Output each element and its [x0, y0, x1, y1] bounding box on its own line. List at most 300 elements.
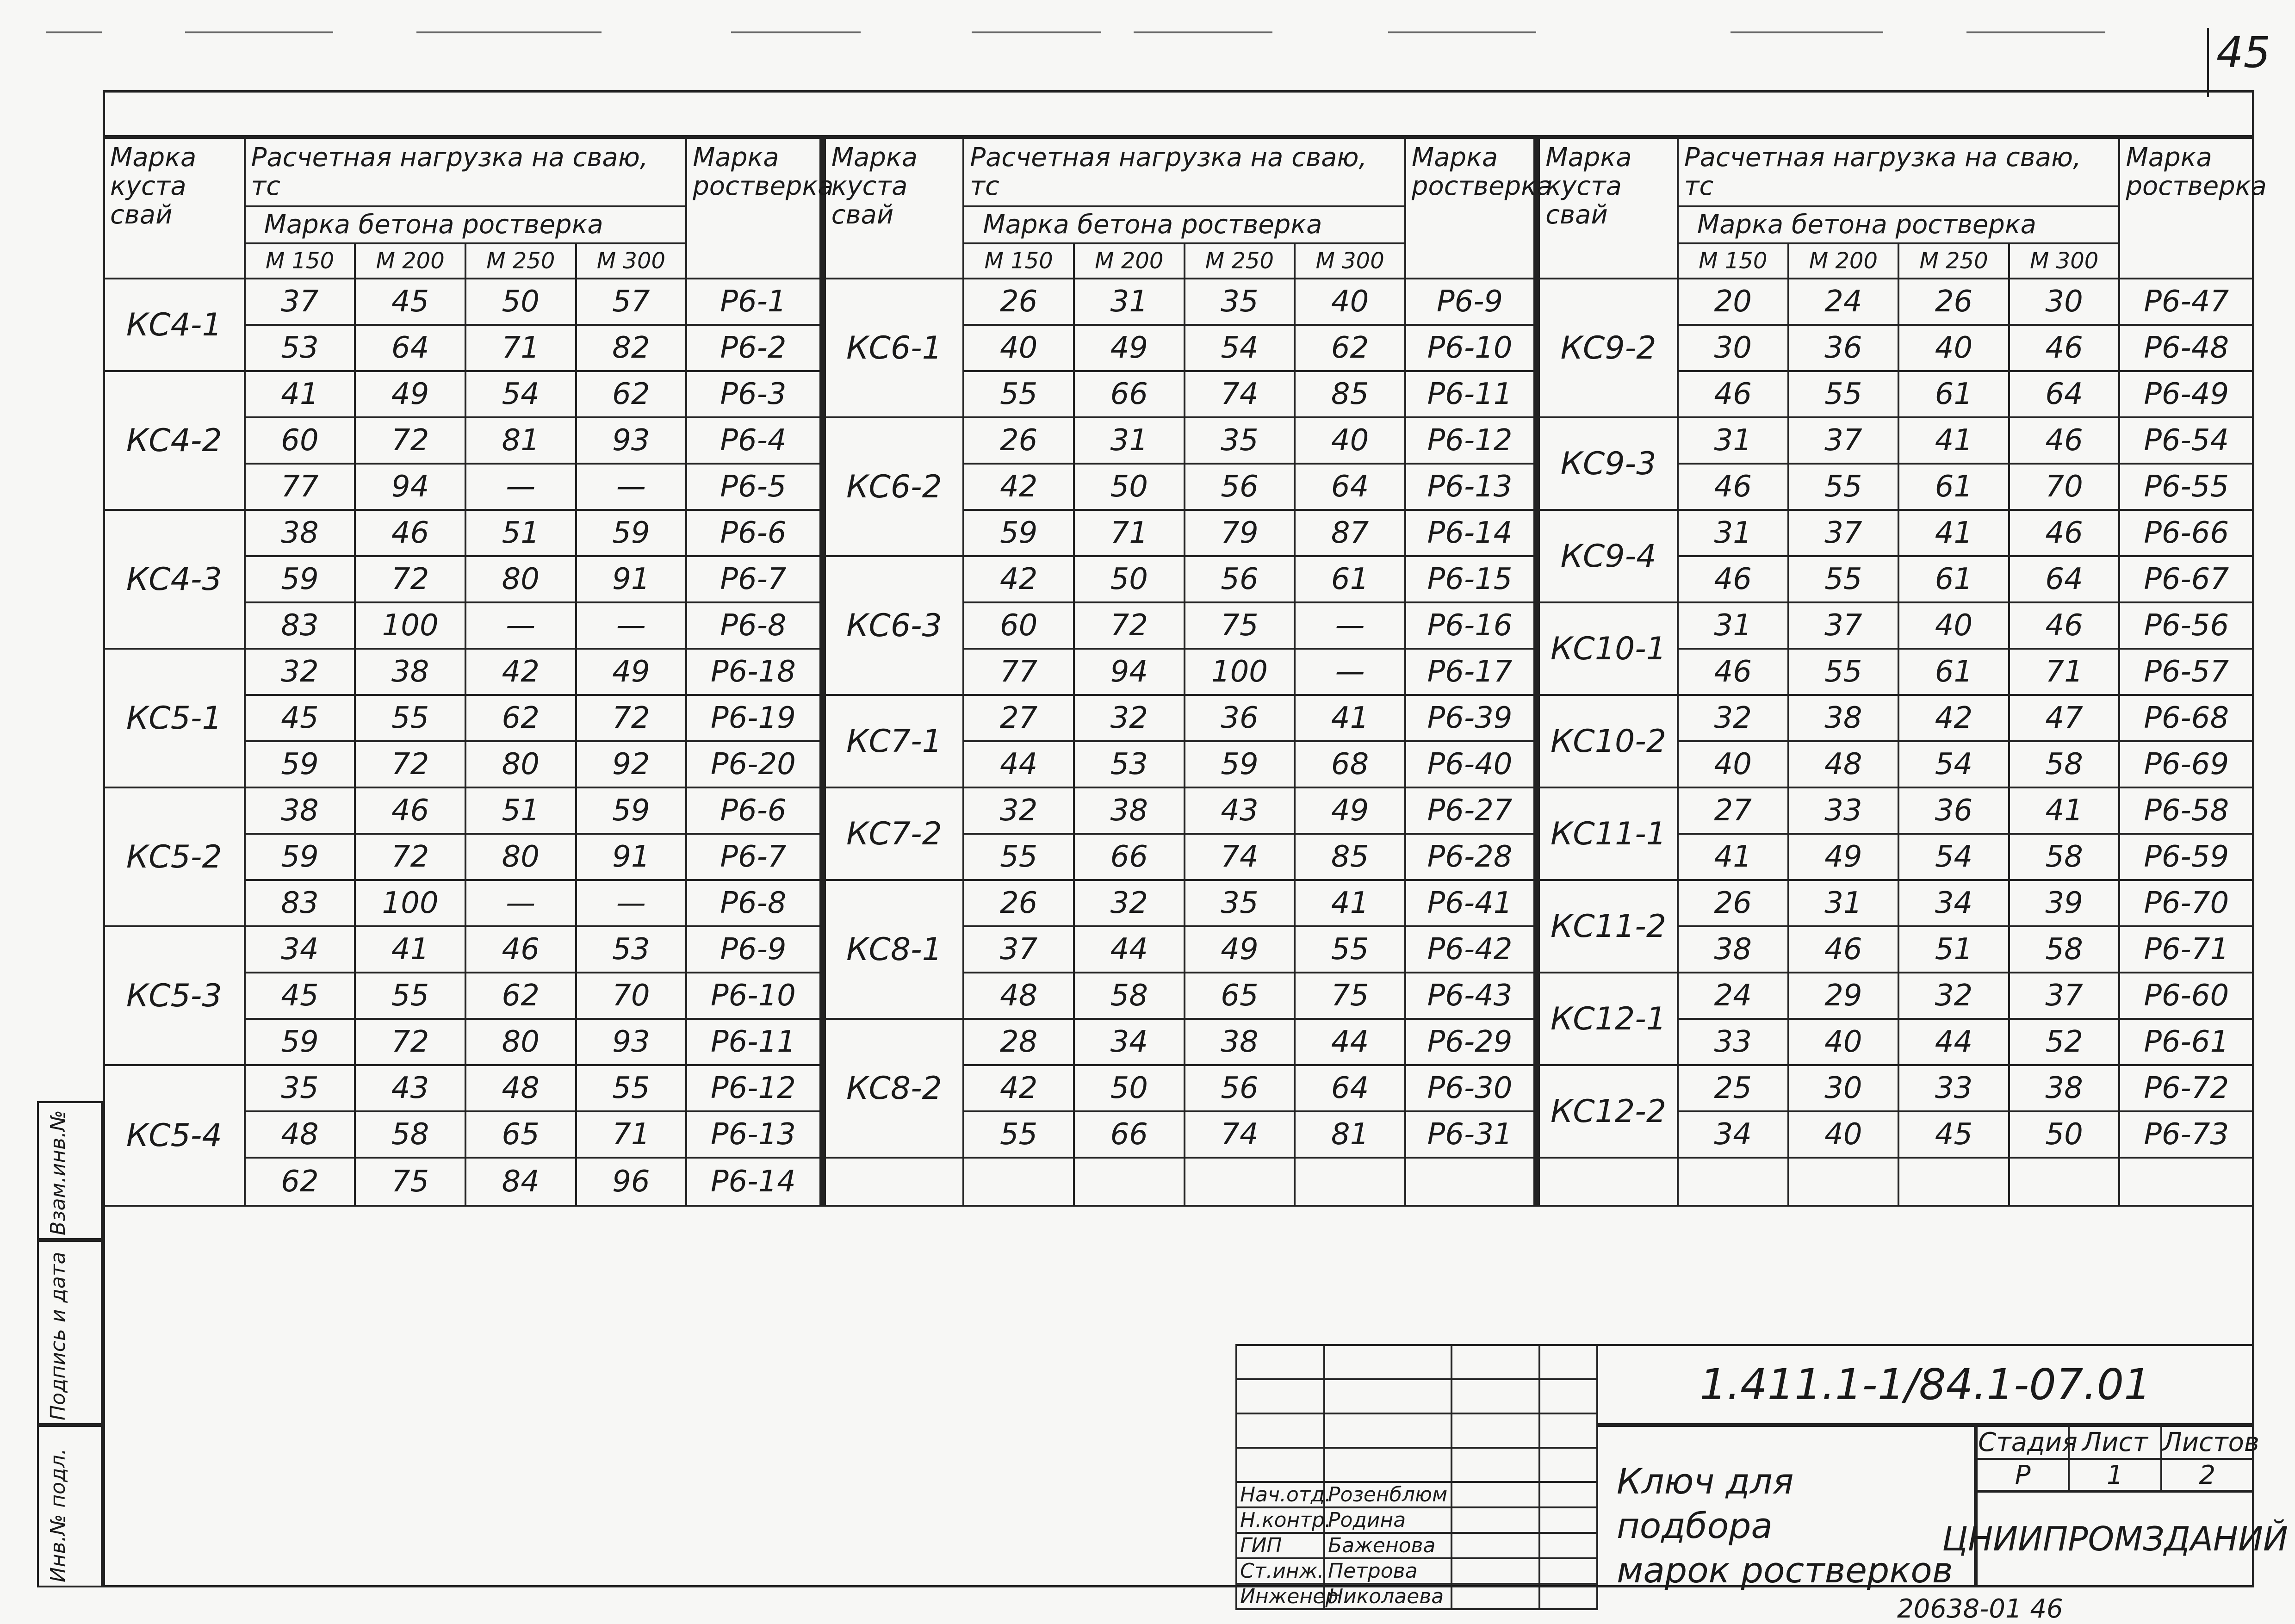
load-value: 65 [1185, 973, 1295, 1019]
grillage-mark: Р6-71 [2119, 926, 2253, 973]
load-value: 43 [1185, 787, 1295, 834]
role-cell: Нач.отд. [1236, 1482, 1324, 1507]
load-value: 77 [963, 649, 1074, 695]
grillage-mark: Р6-14 [1405, 510, 1537, 556]
load-value: 80 [465, 741, 576, 787]
grillage-mark: Р6-43 [1405, 973, 1537, 1019]
load-value: 42 [465, 649, 576, 695]
pile-cluster-mark: КС5-2 [104, 787, 245, 926]
grillage-mark: Р6-13 [686, 1111, 822, 1158]
grillage-mark: Р6-39 [1405, 695, 1537, 741]
grillage-mark [1405, 1158, 1537, 1206]
load-value: 64 [1295, 464, 1405, 510]
load-value: 62 [245, 1158, 355, 1206]
side-approval-strip [37, 1101, 103, 1587]
load-value: 41 [1295, 695, 1405, 741]
load-value: 61 [1898, 464, 2009, 510]
load-value: 33 [1678, 1019, 1788, 1065]
load-value: 50 [1074, 1065, 1185, 1111]
load-value: 70 [2009, 464, 2120, 510]
load-value: 72 [355, 834, 465, 880]
load-value: 33 [1788, 787, 1899, 834]
load-value: 55 [1788, 649, 1899, 695]
grillage-mark: Р6-54 [2119, 417, 2253, 464]
load-value: 37 [245, 279, 355, 325]
top-dash [185, 31, 333, 33]
grillage-mark: Р6-1 [686, 279, 822, 325]
load-value: 44 [1074, 926, 1185, 973]
load-value: 40 [1295, 417, 1405, 464]
sheet-label: Лист [2069, 1426, 2161, 1459]
load-value [2009, 1158, 2120, 1206]
table-row [104, 741, 2253, 787]
load-value: 57 [576, 279, 687, 325]
top-dash [972, 31, 1101, 33]
load-value: 55 [355, 695, 465, 741]
load-value: 55 [963, 1111, 1074, 1158]
load-value: 91 [576, 834, 687, 880]
load-value: 41 [1898, 417, 2009, 464]
sheet-number-rule [2207, 28, 2209, 97]
grillage-mark: Р6-11 [1405, 371, 1537, 417]
load-value: 54 [1898, 741, 2009, 787]
load-value [1185, 1158, 1295, 1206]
document-title-line: Ключ для подбора [1617, 1461, 1794, 1546]
grillage-mark: Р6-13 [1405, 464, 1537, 510]
load-value: 74 [1185, 834, 1295, 880]
grillage-mark: Р6-67 [2119, 556, 2253, 602]
load-value: — [576, 464, 687, 510]
load-value: 32 [245, 649, 355, 695]
load-value: 30 [1678, 325, 1788, 371]
load-value: 72 [355, 556, 465, 602]
load-value: 54 [1185, 325, 1295, 371]
side-label: Подпись и дата [46, 1252, 70, 1420]
load-value: 52 [2009, 1019, 2120, 1065]
grillage-mark: Р6-15 [1405, 556, 1537, 602]
pile-cluster-mark [823, 1158, 964, 1206]
grillage-mark: Р6-4 [686, 417, 822, 464]
header-grade-0: М 150 [963, 243, 1074, 279]
load-value: 44 [963, 741, 1074, 787]
pile-cluster-mark: КС9-4 [1537, 510, 1678, 602]
grillage-mark: Р6-8 [686, 602, 822, 649]
header-grade-0: М 150 [245, 243, 355, 279]
top-dash [1731, 31, 1883, 33]
load-value: 80 [465, 556, 576, 602]
load-value: 49 [576, 649, 687, 695]
load-value: 72 [355, 1019, 465, 1065]
load-value: 72 [576, 695, 687, 741]
stage-value: Р [1977, 1459, 2069, 1492]
load-value: 27 [1678, 787, 1788, 834]
grillage-mark: Р6-12 [686, 1065, 822, 1111]
document-title-line: марок ростверков [1617, 1550, 1953, 1591]
load-value: 26 [963, 279, 1074, 325]
load-value: 59 [245, 1019, 355, 1065]
grillage-mark: Р6-18 [686, 649, 822, 695]
load-value: 34 [1074, 1019, 1185, 1065]
table-row [104, 649, 2253, 695]
load-value: 72 [355, 417, 465, 464]
grillage-mark: Р6-58 [2119, 787, 2253, 834]
grillage-mark: Р6-57 [2119, 649, 2253, 695]
load-value: 96 [576, 1158, 687, 1206]
load-value [1678, 1158, 1788, 1206]
grillage-mark [2119, 1158, 2253, 1206]
pile-cluster-mark: КС12-1 [1537, 973, 1678, 1065]
load-value: 34 [1898, 880, 2009, 926]
load-value: 25 [1678, 1065, 1788, 1111]
pile-cluster-mark: КС8-1 [823, 880, 964, 1019]
load-value: 74 [1185, 1111, 1295, 1158]
load-value: 42 [963, 1065, 1074, 1111]
load-value: 38 [245, 510, 355, 556]
pile-cluster-mark [1537, 1158, 1678, 1206]
load-value: 38 [1678, 926, 1788, 973]
document-title [1596, 1425, 1976, 1591]
load-value: 55 [963, 834, 1074, 880]
load-value: — [1295, 649, 1405, 695]
grillage-mark: Р6-49 [2119, 371, 2253, 417]
load-value: 74 [1185, 371, 1295, 417]
grillage-mark: Р6-29 [1405, 1019, 1537, 1065]
load-value: 66 [1074, 371, 1185, 417]
load-value: 83 [245, 880, 355, 926]
load-value: 42 [963, 464, 1074, 510]
grillage-mark: Р6-55 [2119, 464, 2253, 510]
load-value: 81 [465, 417, 576, 464]
table-row [104, 602, 2253, 649]
header-grade-3: М 300 [1295, 243, 1405, 279]
load-value [963, 1158, 1074, 1206]
load-value: 49 [355, 371, 465, 417]
pile-cluster-mark: КС4-2 [104, 371, 245, 510]
load-value: 62 [576, 371, 687, 417]
name-cell: Баженова [1324, 1533, 1451, 1558]
load-value: 94 [1074, 649, 1185, 695]
header-grade-2: М 250 [465, 243, 576, 279]
pile-cluster-mark: КС4-1 [104, 279, 245, 371]
load-value: 37 [1788, 602, 1899, 649]
pile-cluster-mark: КС10-2 [1537, 695, 1678, 787]
load-value: — [576, 880, 687, 926]
load-value [1074, 1158, 1185, 1206]
load-value: 31 [1678, 510, 1788, 556]
stage-sheet-block [1976, 1425, 2259, 1490]
load-value: 80 [465, 834, 576, 880]
grillage-mark: Р6-30 [1405, 1065, 1537, 1111]
load-value: 55 [355, 973, 465, 1019]
load-value: 44 [1898, 1019, 2009, 1065]
grillage-mark: Р6-72 [2119, 1065, 2253, 1111]
load-value [1788, 1158, 1899, 1206]
load-value: 45 [1898, 1111, 2009, 1158]
load-value: 53 [576, 926, 687, 973]
sheet-number: 45 [2216, 28, 2271, 77]
load-value: 35 [1185, 417, 1295, 464]
sheet-value: 1 [2069, 1459, 2161, 1492]
grillage-mark: Р6-8 [686, 880, 822, 926]
load-value: 41 [1295, 880, 1405, 926]
load-value: 35 [1185, 880, 1295, 926]
grillage-mark: Р6-20 [686, 741, 822, 787]
load-value: 34 [245, 926, 355, 973]
load-value: 59 [245, 741, 355, 787]
header-concrete-grade: Марка бетона ростверка [963, 206, 1405, 243]
load-value: 38 [245, 787, 355, 834]
load-value: 40 [1295, 279, 1405, 325]
pile-cluster-mark: КС12-2 [1537, 1065, 1678, 1158]
table-row [104, 556, 2253, 602]
load-value: 35 [1185, 279, 1295, 325]
load-value: 68 [1295, 741, 1405, 787]
load-value: — [465, 602, 576, 649]
load-value: 85 [1295, 834, 1405, 880]
load-value: 94 [355, 464, 465, 510]
load-value: 31 [1074, 417, 1185, 464]
header-design-load: Расчетная нагрузка на сваю, тс [963, 138, 1405, 206]
load-value: 59 [576, 510, 687, 556]
load-value: 37 [963, 926, 1074, 973]
load-value: 49 [1074, 325, 1185, 371]
load-value: 46 [1678, 464, 1788, 510]
load-value: 31 [1788, 880, 1899, 926]
load-value: 26 [1898, 279, 2009, 325]
load-value: 61 [1898, 649, 2009, 695]
signature-cell [1451, 1533, 1539, 1558]
grillage-mark: Р6-16 [1405, 602, 1537, 649]
grillage-mark: Р6-31 [1405, 1111, 1537, 1158]
load-value: 80 [465, 1019, 576, 1065]
load-value: 42 [1898, 695, 2009, 741]
load-value: 100 [355, 880, 465, 926]
pile-cluster-mark: КС5-1 [104, 649, 245, 787]
grillage-mark: Р6-70 [2119, 880, 2253, 926]
header-design-load: Расчетная нагрузка на сваю, тс [245, 138, 687, 206]
top-dash [1388, 31, 1536, 33]
grillage-mark: Р6-2 [686, 325, 822, 371]
load-value: 71 [465, 325, 576, 371]
role-cell: ГИП [1236, 1533, 1324, 1558]
load-value: 50 [2009, 1111, 2120, 1158]
load-value: 46 [355, 787, 465, 834]
load-value: 70 [576, 973, 687, 1019]
header-concrete-grade: Марка бетона ростверка [245, 206, 687, 243]
load-value: 48 [963, 973, 1074, 1019]
grillage-mark: Р6-59 [2119, 834, 2253, 880]
load-value: 75 [1185, 602, 1295, 649]
pile-cluster-mark: КС10-1 [1537, 602, 1678, 695]
load-value: 40 [1788, 1019, 1899, 1065]
load-value: 55 [1788, 556, 1899, 602]
pile-cluster-mark: КС11-1 [1537, 787, 1678, 880]
load-value: 31 [1678, 602, 1788, 649]
header-grillage-mark: Марка ростверка [2119, 138, 2253, 279]
load-value [1295, 1158, 1405, 1206]
table-row [104, 973, 2253, 1019]
load-value: 37 [1788, 417, 1899, 464]
load-value: 62 [465, 695, 576, 741]
table-row [104, 1019, 2253, 1065]
name-cell: Петрова [1324, 1558, 1451, 1584]
load-value: 50 [1074, 464, 1185, 510]
load-value: 40 [1678, 741, 1788, 787]
header-concrete-grade: Марка бетона ростверка [1678, 206, 2120, 243]
organization-name: ЦНИИПРОМЗДАНИЙ [1976, 1490, 2254, 1587]
load-value: 36 [1898, 787, 2009, 834]
header-pile-mark: Марка куста свай [823, 138, 964, 279]
load-value: 58 [2009, 926, 2120, 973]
load-value: 37 [2009, 973, 2120, 1019]
load-value: 85 [1295, 371, 1405, 417]
load-value: 37 [1788, 510, 1899, 556]
name-cell: Николаева [1324, 1584, 1451, 1609]
load-value: 31 [1678, 417, 1788, 464]
pile-cluster-mark: КС7-2 [823, 787, 964, 880]
role-cell: Н.контр. [1236, 1507, 1324, 1533]
header-grade-2: М 250 [1185, 243, 1295, 279]
top-dash [1966, 31, 2105, 33]
load-value: 87 [1295, 510, 1405, 556]
load-value: 56 [1185, 1065, 1295, 1111]
name-cell: Розенблюм [1324, 1482, 1451, 1507]
table-row [104, 695, 2253, 741]
load-value: 71 [1074, 510, 1185, 556]
load-value: 92 [576, 741, 687, 787]
load-value: 72 [1074, 602, 1185, 649]
load-value: 66 [1074, 834, 1185, 880]
load-value: 43 [355, 1065, 465, 1111]
header-grade-0: М 150 [1678, 243, 1788, 279]
role-cell: Инженер [1236, 1584, 1324, 1609]
load-value: 49 [1788, 834, 1899, 880]
load-value: — [465, 464, 576, 510]
table-row [104, 510, 2253, 556]
load-value: 54 [465, 371, 576, 417]
load-value: 56 [1185, 556, 1295, 602]
table-row [104, 880, 2253, 926]
load-value: 61 [1295, 556, 1405, 602]
load-value: 58 [355, 1111, 465, 1158]
table-row [104, 371, 2253, 417]
load-value: 100 [355, 602, 465, 649]
load-value: 26 [1678, 880, 1788, 926]
role-cell: Ст.инж. [1236, 1558, 1324, 1584]
grillage-mark: Р6-48 [2119, 325, 2253, 371]
load-value: 41 [2009, 787, 2120, 834]
load-value: 30 [1788, 1065, 1899, 1111]
table-row [104, 1158, 2253, 1206]
grillage-mark: Р6-14 [686, 1158, 822, 1206]
load-value: 46 [1678, 649, 1788, 695]
signature-cell [1451, 1482, 1539, 1507]
load-value: 48 [1788, 741, 1899, 787]
load-value: 40 [1788, 1111, 1899, 1158]
bottom-note: 20638-01 46 [1897, 1594, 2063, 1624]
load-value: 59 [963, 510, 1074, 556]
load-value: 49 [1185, 926, 1295, 973]
header-grade-2: М 250 [1898, 243, 2009, 279]
table-row [104, 1065, 2253, 1111]
document-code: 1.411.1-1/84.1-07.01 [1596, 1344, 2254, 1425]
grillage-mark: Р6-60 [2119, 973, 2253, 1019]
load-value: 36 [1788, 325, 1899, 371]
grillage-mark: Р6-10 [686, 973, 822, 1019]
pile-cluster-mark: КС5-3 [104, 926, 245, 1065]
top-dash [416, 31, 602, 33]
load-value: 24 [1678, 973, 1788, 1019]
table-row [104, 325, 2253, 371]
load-value: 53 [245, 325, 355, 371]
grillage-mark: Р6-5 [686, 464, 822, 510]
grillage-mark: Р6-7 [686, 834, 822, 880]
load-value: 50 [1074, 556, 1185, 602]
load-value: 40 [1898, 325, 2009, 371]
load-value: 64 [2009, 371, 2120, 417]
signature-cell [1451, 1507, 1539, 1533]
load-value: 32 [1074, 695, 1185, 741]
load-value: 34 [1678, 1111, 1788, 1158]
pile-cluster-mark: КС8-2 [823, 1019, 964, 1158]
load-value: 44 [1295, 1019, 1405, 1065]
name-cell: Родина [1324, 1507, 1451, 1533]
load-value: 32 [1898, 973, 2009, 1019]
signature-cell [1451, 1584, 1539, 1609]
pile-cluster-mark: КС4-3 [104, 510, 245, 649]
load-value: 41 [245, 371, 355, 417]
load-value: 66 [1074, 1111, 1185, 1158]
sheets-label: Листов [2161, 1426, 2253, 1459]
grillage-mark: Р6-40 [1405, 741, 1537, 787]
grillage-mark: Р6-61 [2119, 1019, 2253, 1065]
pile-cluster-mark: КС11-2 [1537, 880, 1678, 973]
load-value: 64 [355, 325, 465, 371]
load-value: 56 [1185, 464, 1295, 510]
load-value: 32 [1074, 880, 1185, 926]
load-value: 62 [1295, 325, 1405, 371]
load-value: 47 [2009, 695, 2120, 741]
load-value: 60 [963, 602, 1074, 649]
load-value: 77 [245, 464, 355, 510]
load-value: 32 [963, 787, 1074, 834]
load-value: 64 [1295, 1065, 1405, 1111]
load-value: 84 [465, 1158, 576, 1206]
grillage-mark: Р6-17 [1405, 649, 1537, 695]
grillage-mark: Р6-9 [686, 926, 822, 973]
load-value: 59 [245, 834, 355, 880]
pile-cluster-mark: КС6-1 [823, 279, 964, 417]
grillage-mark: Р6-12 [1405, 417, 1537, 464]
header-pile-mark: Марка куста свай [1537, 138, 1678, 279]
load-value: 61 [1898, 371, 2009, 417]
load-value: 48 [245, 1111, 355, 1158]
side-label: Инв.№ подл. [46, 1448, 70, 1582]
load-value: 40 [963, 325, 1074, 371]
grillage-mark: Р6-68 [2119, 695, 2253, 741]
load-value: 46 [1678, 556, 1788, 602]
load-value: 93 [576, 1019, 687, 1065]
load-value: 41 [1898, 510, 2009, 556]
load-value: 79 [1185, 510, 1295, 556]
header-grillage-mark: Марка ростверка [1405, 138, 1537, 279]
load-value: 58 [2009, 741, 2120, 787]
load-value: 72 [355, 741, 465, 787]
header-grade-1: М 200 [355, 243, 465, 279]
load-value: 46 [2009, 510, 2120, 556]
load-value: 41 [1678, 834, 1788, 880]
load-value: 55 [1788, 371, 1899, 417]
